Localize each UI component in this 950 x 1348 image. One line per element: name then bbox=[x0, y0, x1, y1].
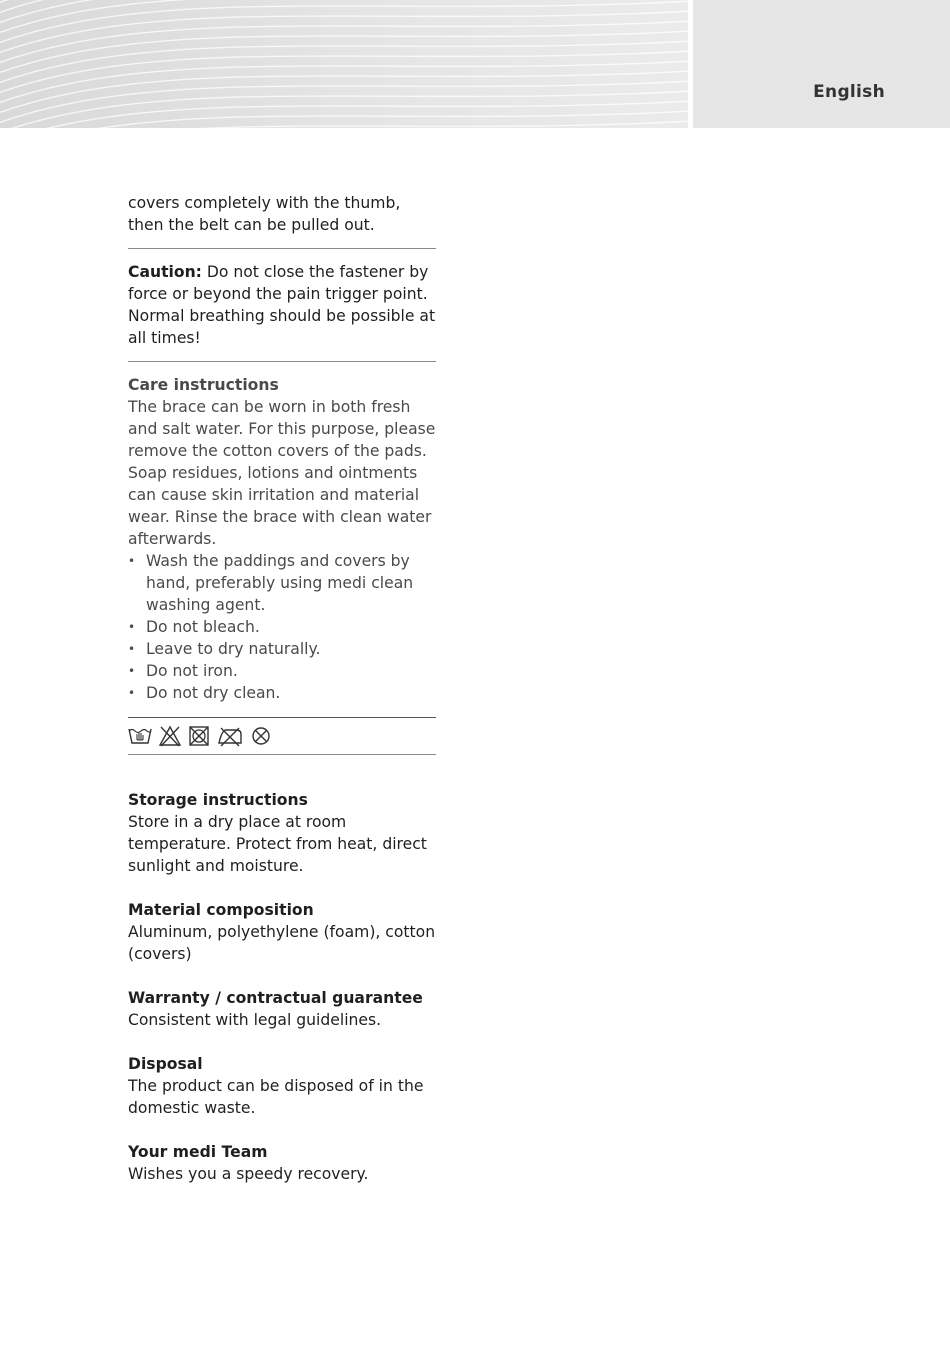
care-heading: Care instructions bbox=[128, 376, 279, 394]
no-bleach-icon bbox=[158, 725, 182, 747]
disposal-text: The product can be disposed of in the domestic waste. bbox=[128, 1077, 424, 1117]
list-item: • Do not dry clean. bbox=[128, 682, 436, 704]
storage-heading: Storage instructions bbox=[128, 791, 308, 809]
language-label: English bbox=[813, 82, 885, 102]
care-bullet-list bbox=[128, 550, 436, 704]
no-dry-clean-icon bbox=[250, 725, 272, 747]
list-item: • Do not bleach. bbox=[128, 616, 436, 638]
warranty-heading: Warranty / contractual guarantee bbox=[128, 989, 423, 1007]
hand-wash-icon bbox=[128, 725, 152, 747]
caution-text: Do not close the fastener by force or beyond the pain trigger point. Normal breathing should be possible at all times! bbox=[128, 263, 436, 347]
material-text: Aluminum, polyethylene (foam), cotton (covers) bbox=[128, 923, 436, 963]
wave-pattern bbox=[0, 0, 688, 128]
no-tumble-dry-icon bbox=[188, 725, 210, 747]
disposal-heading: Disposal bbox=[128, 1055, 203, 1073]
header-wave-banner bbox=[0, 0, 688, 128]
caution-paragraph bbox=[128, 261, 436, 349]
care-symbols-row bbox=[128, 718, 436, 754]
no-iron-icon bbox=[216, 725, 244, 747]
team-heading: Your medi Team bbox=[128, 1143, 268, 1161]
language-box bbox=[693, 0, 950, 128]
list-item: • Leave to dry naturally. bbox=[128, 638, 436, 660]
intro-paragraph: covers completely with the thumb, then the belt can be pulled out. bbox=[128, 194, 401, 234]
team-text: Wishes you a speedy recovery. bbox=[128, 1165, 369, 1183]
document-column bbox=[128, 192, 436, 1185]
material-heading: Material composition bbox=[128, 901, 314, 919]
warranty-text: Consistent with legal guidelines. bbox=[128, 1011, 382, 1029]
care-text: The brace can be worn in both fresh and salt water. For this purpose, please remove the cotton covers of the pads. Soap residues, lotions and ointments can cause skin irritation and material wear. Rinse the brace with clean water afterwards. bbox=[128, 398, 436, 548]
list-item: • Do not iron. bbox=[128, 660, 436, 682]
list-item: • Wash the paddings and covers by hand, preferably using medi clean washing agent. bbox=[128, 550, 436, 616]
storage-text: Store in a dry place at room temperature. Protect from heat, direct sunlight and moisture. bbox=[128, 813, 427, 875]
caution-label: Caution: bbox=[128, 263, 202, 281]
